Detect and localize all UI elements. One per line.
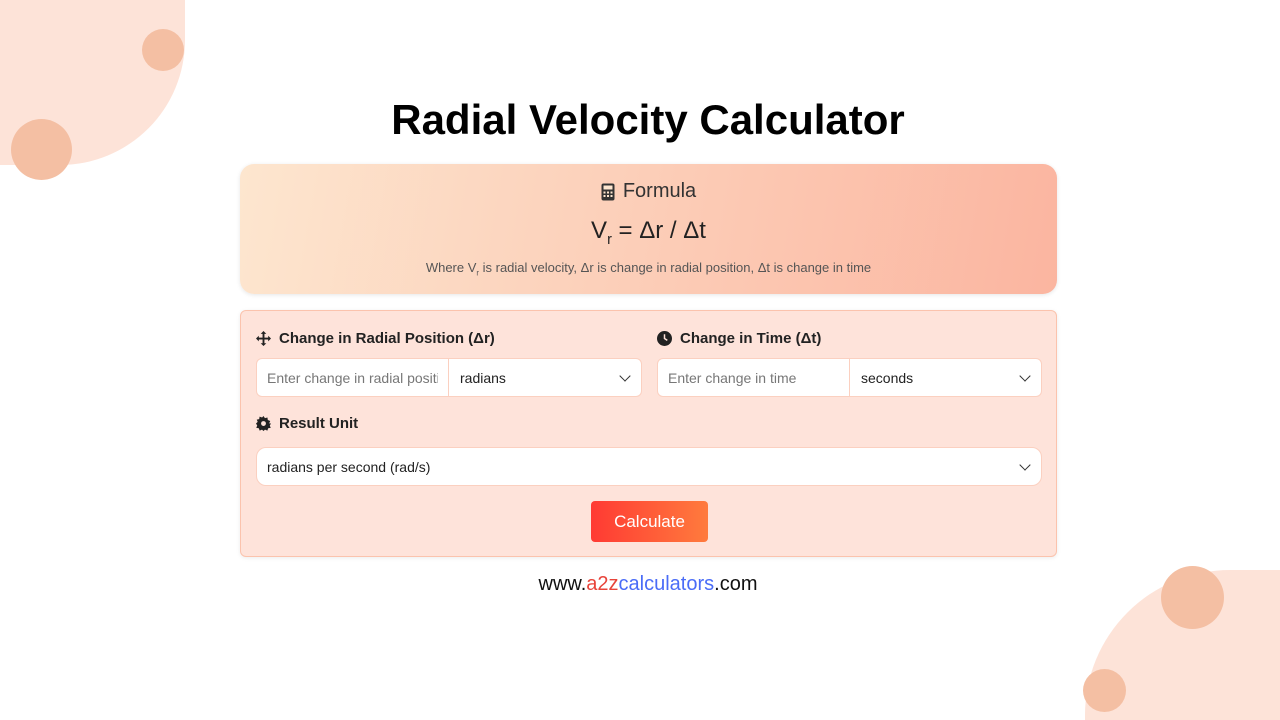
footer-post: .com xyxy=(714,573,758,595)
footer-a2z: a2z xyxy=(586,573,619,595)
equation-rhs: = Δr / Δt xyxy=(611,217,706,244)
time-unit-select[interactable] xyxy=(850,359,1041,396)
gear-icon xyxy=(256,416,271,431)
chevron-down-icon xyxy=(619,370,630,381)
desc-post: is radial velocity, Δr is change in radial position, Δt is change in time xyxy=(479,259,872,275)
position-unit-value: radians xyxy=(460,369,506,386)
calculator-icon xyxy=(601,183,615,201)
position-label xyxy=(256,330,495,347)
decor-circle xyxy=(1083,669,1126,712)
formula-heading xyxy=(240,180,1057,203)
formula-card xyxy=(240,164,1057,294)
formula-description xyxy=(240,260,1057,278)
result-unit-value: radians per second (rad/s) xyxy=(267,458,431,475)
result-unit-label-text: Result Unit xyxy=(279,415,359,432)
decor-circle xyxy=(142,29,184,71)
move-arrows-icon xyxy=(256,331,271,346)
time-input-group xyxy=(657,358,1042,397)
time-input[interactable] xyxy=(658,359,850,396)
result-unit-dropdown[interactable] xyxy=(257,448,1041,485)
time-label-text: Change in Time (Δt) xyxy=(680,330,822,347)
footer-calculators: calculators xyxy=(618,573,715,595)
calculator-form xyxy=(240,310,1057,557)
equation-lhs: V xyxy=(591,217,608,244)
chevron-down-icon xyxy=(1019,459,1030,470)
position-unit-select[interactable] xyxy=(449,359,641,396)
clock-icon xyxy=(657,331,672,346)
time-unit-value: seconds xyxy=(861,369,914,386)
footer-url[interactable] xyxy=(0,573,1280,596)
chevron-down-icon xyxy=(1019,370,1030,381)
position-input-group xyxy=(256,358,642,397)
formula-equation xyxy=(240,217,1057,248)
position-input[interactable] xyxy=(257,359,449,396)
desc-sub: r xyxy=(476,268,480,278)
equation-subscript: r xyxy=(607,231,612,248)
page-title: Radial Velocity Calculator xyxy=(391,96,905,143)
formula-heading-text: Formula xyxy=(622,180,697,202)
result-unit-label xyxy=(256,415,358,432)
calculate-button[interactable]: Calculate xyxy=(591,501,708,542)
desc-pre: Where V xyxy=(425,259,477,275)
result-unit-select[interactable] xyxy=(256,447,1042,486)
time-label xyxy=(657,330,821,347)
footer-pre: www. xyxy=(538,573,587,595)
position-label-text: Change in Radial Position (Δr) xyxy=(279,330,495,347)
